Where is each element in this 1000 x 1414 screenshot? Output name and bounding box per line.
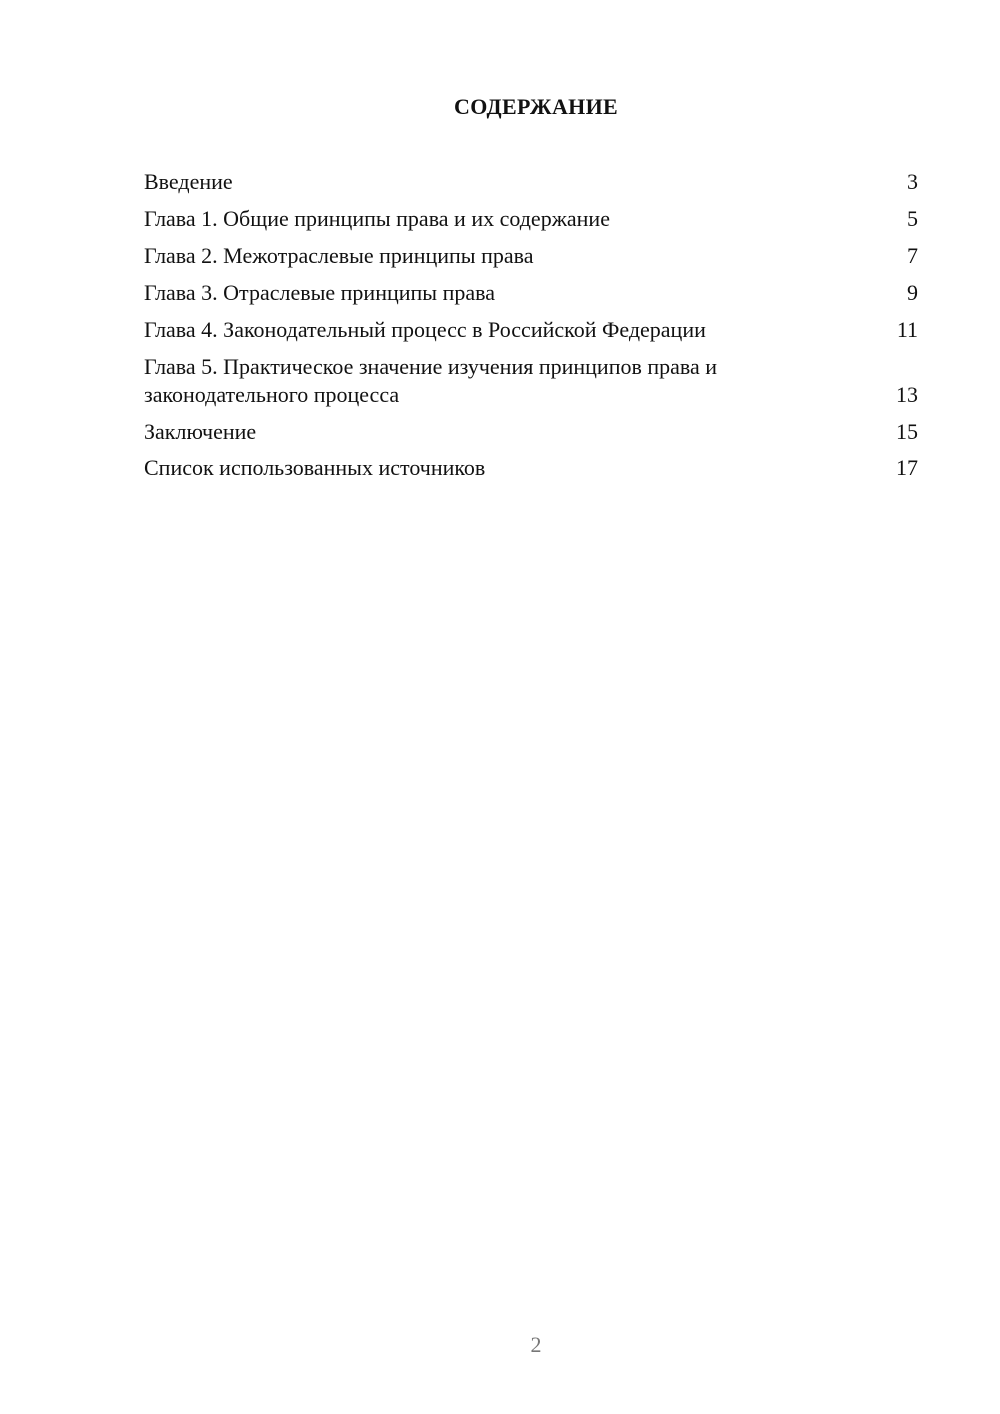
toc-entry-page: 9 <box>907 279 918 305</box>
toc-entry-chapter-4[interactable] <box>144 316 918 344</box>
toc-entry-page: 11 <box>896 316 918 342</box>
toc-entry-label: Глава 2. Межотраслевые принципы права <box>144 242 534 268</box>
toc-entry-chapter-3[interactable] <box>144 279 918 307</box>
toc-entry-label: Введение <box>144 169 233 194</box>
toc-entry-page: 13 <box>896 381 918 407</box>
toc-entry-label: Глава 1. Общие принципы права и их содержание <box>144 205 610 231</box>
toc-entry-references[interactable] <box>144 454 918 482</box>
toc-entry-chapter-5[interactable] <box>144 353 918 408</box>
toc-entry-page: 15 <box>896 418 918 444</box>
toc-entry-introduction[interactable] <box>144 168 918 196</box>
toc-entry-conclusion[interactable] <box>144 418 918 446</box>
toc-entry-label: Глава 4. Законодательный процесс в Российской Федерации <box>144 316 706 342</box>
toc-entry-page: 3 <box>907 169 918 194</box>
toc-entry-chapter-2[interactable] <box>144 242 918 270</box>
toc-entry-chapter-1[interactable] <box>144 205 918 233</box>
table-of-contents <box>144 168 918 491</box>
toc-entry-label: Глава 5. Практическое значение изучения принципов права и законодательного процесса <box>144 353 718 407</box>
toc-entry-page: 7 <box>907 242 918 268</box>
toc-entry-label: Заключение <box>144 418 257 444</box>
toc-entry-page: 5 <box>907 205 918 231</box>
toc-entry-page: 17 <box>896 455 918 481</box>
page-title: СОДЕРЖАНИЕ <box>454 94 618 119</box>
page-number: 2 <box>530 1332 542 1357</box>
toc-entry-label: Глава 3. Отраслевые принципы права <box>144 279 495 305</box>
toc-entry-label: Список использованных источников <box>144 455 486 481</box>
